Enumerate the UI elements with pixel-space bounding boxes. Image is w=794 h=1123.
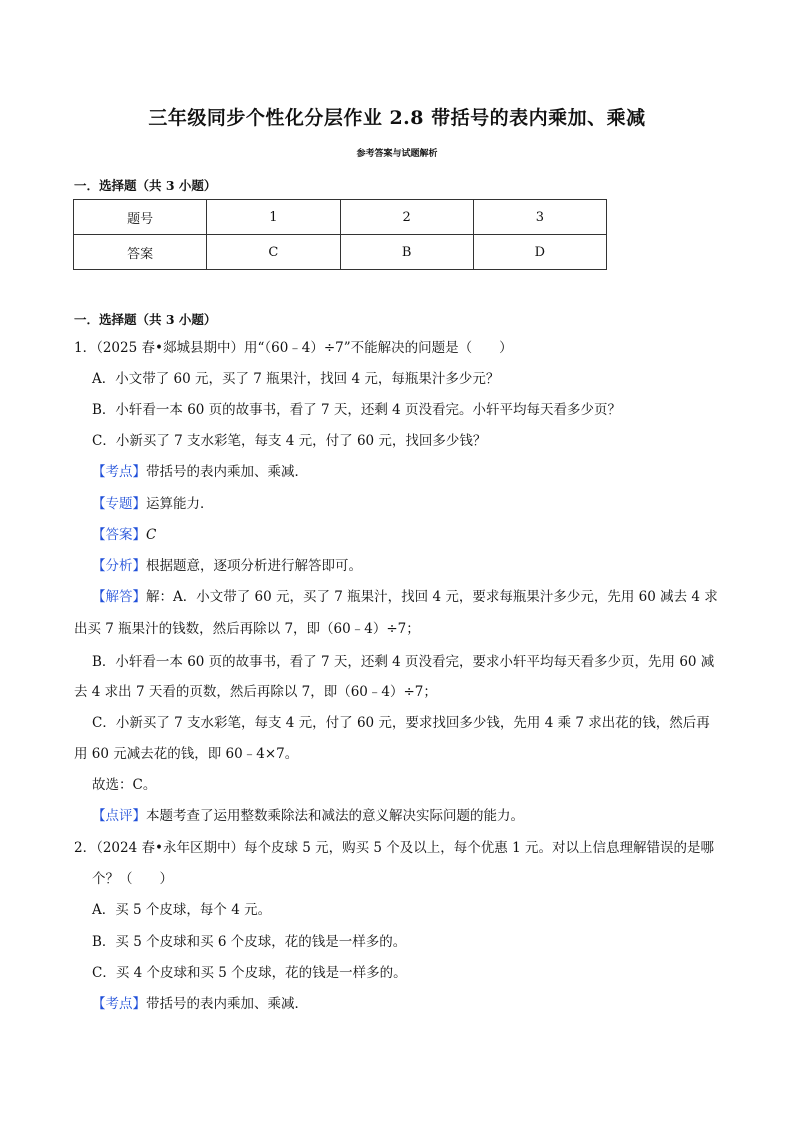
question-2-stem-line-2: 个？（ ） bbox=[92, 871, 173, 887]
zhuanti-tag: 【专题】 bbox=[92, 496, 146, 512]
table-row bbox=[74, 235, 607, 270]
daan-text: C bbox=[146, 527, 157, 543]
table-cell: B bbox=[340, 235, 473, 270]
kaodian-text: 带括号的表内乘加、乘减． bbox=[146, 464, 308, 480]
question-1-option-a: A．小文带了 60 元，买了 7 瓶果汁，找回 4 元，每瓶果汁多少元？ bbox=[92, 371, 500, 387]
section-heading-questions: 一．选择题（共 3 小题） bbox=[74, 312, 217, 327]
question-2-option-a: A．买 5 个皮球，每个 4 元。 bbox=[92, 902, 272, 918]
table-cell: 3 bbox=[473, 200, 606, 235]
page-title: 三年级同步个性化分层作业 2.8 带括号的表内乘加、乘减 bbox=[148, 107, 646, 129]
question-1-dianping bbox=[92, 810, 524, 824]
question-2-option-b: B．买 5 个皮球和买 6 个皮球，花的钱是一样多的。 bbox=[92, 934, 407, 950]
zhuanti-text: 运算能力． bbox=[146, 496, 214, 512]
page-subtitle: 参考答案与试题解析 bbox=[356, 149, 438, 159]
question-1-jieda-line-4: 去 4 求出 7 天看的页数，然后再除以 7，即（60﹣4）÷7； bbox=[74, 684, 437, 700]
question-2-kaodian bbox=[92, 998, 308, 1012]
fenxi-text: 根据题意，逐项分析进行解答即可。 bbox=[146, 558, 362, 574]
question-1-option-c: C．小新买了 7 支水彩笔，每支 4 元，付了 60 元，找回多少钱？ bbox=[92, 433, 487, 449]
question-2-option-c: C．买 4 个皮球和买 5 个皮球，花的钱是一样多的。 bbox=[92, 965, 407, 981]
question-1-jieda-line-2: 出买 7 瓶果汁的钱数，然后再除以 7，即（60﹣4）÷7； bbox=[74, 621, 420, 637]
question-1-daan bbox=[92, 529, 156, 543]
daan-tag: 【答案】 bbox=[92, 527, 146, 543]
table-cell: 2 bbox=[340, 200, 473, 235]
question-1-jieda bbox=[92, 591, 718, 605]
question-1-kaodian bbox=[92, 466, 308, 480]
table-row bbox=[74, 200, 607, 235]
section-heading-answers: 一．选择题（共 3 小题） bbox=[74, 178, 217, 193]
dianping-tag: 【点评】 bbox=[92, 808, 146, 824]
dianping-text: 本题考查了运用整数乘除法和减法的意义解决实际问题的能力。 bbox=[146, 808, 524, 824]
question-1-jieda-line-5: C．小新买了 7 支水彩笔，每支 4 元，付了 60 元，要求找回多少钱，先用 4 乘 7 求出花的钱，然后再 bbox=[92, 715, 710, 731]
fenxi-tag: 【分析】 bbox=[92, 558, 146, 574]
question-1-option-b: B．小轩看一本 60 页的故事书，看了 7 天，还剩 4 页没看完。小轩平均每天看多少页？ bbox=[92, 402, 622, 418]
jieda-line-1: 解：A．小文带了 60 元，买了 7 瓶果汁，找回 4 元，要求每瓶果汁多少元，先用 60 减去 4 求 bbox=[146, 589, 718, 605]
kaodian-tag: 【考点】 bbox=[92, 996, 146, 1012]
question-1-stem: 1．（2025 春•郯城县期中）用“（60﹣4）÷7”不能解决的问题是（ ） bbox=[74, 340, 513, 356]
table-header-cell: 题号 bbox=[74, 200, 207, 235]
table-cell: 1 bbox=[207, 200, 340, 235]
kaodian-tag: 【考点】 bbox=[92, 464, 146, 480]
jieda-tag: 【解答】 bbox=[92, 589, 146, 605]
table-cell: C bbox=[207, 235, 340, 270]
question-1-jieda-line-3: B．小轩看一本 60 页的故事书，看了 7 天，还剩 4 页没看完，要求小轩平均每天看多少页，先用 60 减 bbox=[92, 654, 715, 670]
kaodian-text: 带括号的表内乘加、乘减． bbox=[146, 996, 308, 1012]
table-cell: D bbox=[473, 235, 606, 270]
answer-table bbox=[73, 199, 607, 270]
question-2-stem-line-1: 2．（2024 春•永年区期中）每个皮球 5 元，购买 5 个及以上，每个优惠 1 元。对以上信息理解错误的是哪 bbox=[74, 840, 714, 856]
table-header-cell: 答案 bbox=[74, 235, 207, 270]
question-1-guxuan: 故选：C。 bbox=[92, 777, 157, 793]
question-1-jieda-line-6: 用 60 元减去花的钱，即 60﹣4×7。 bbox=[74, 746, 299, 762]
question-1-fenxi bbox=[92, 560, 362, 574]
question-1-zhuanti bbox=[92, 498, 214, 512]
